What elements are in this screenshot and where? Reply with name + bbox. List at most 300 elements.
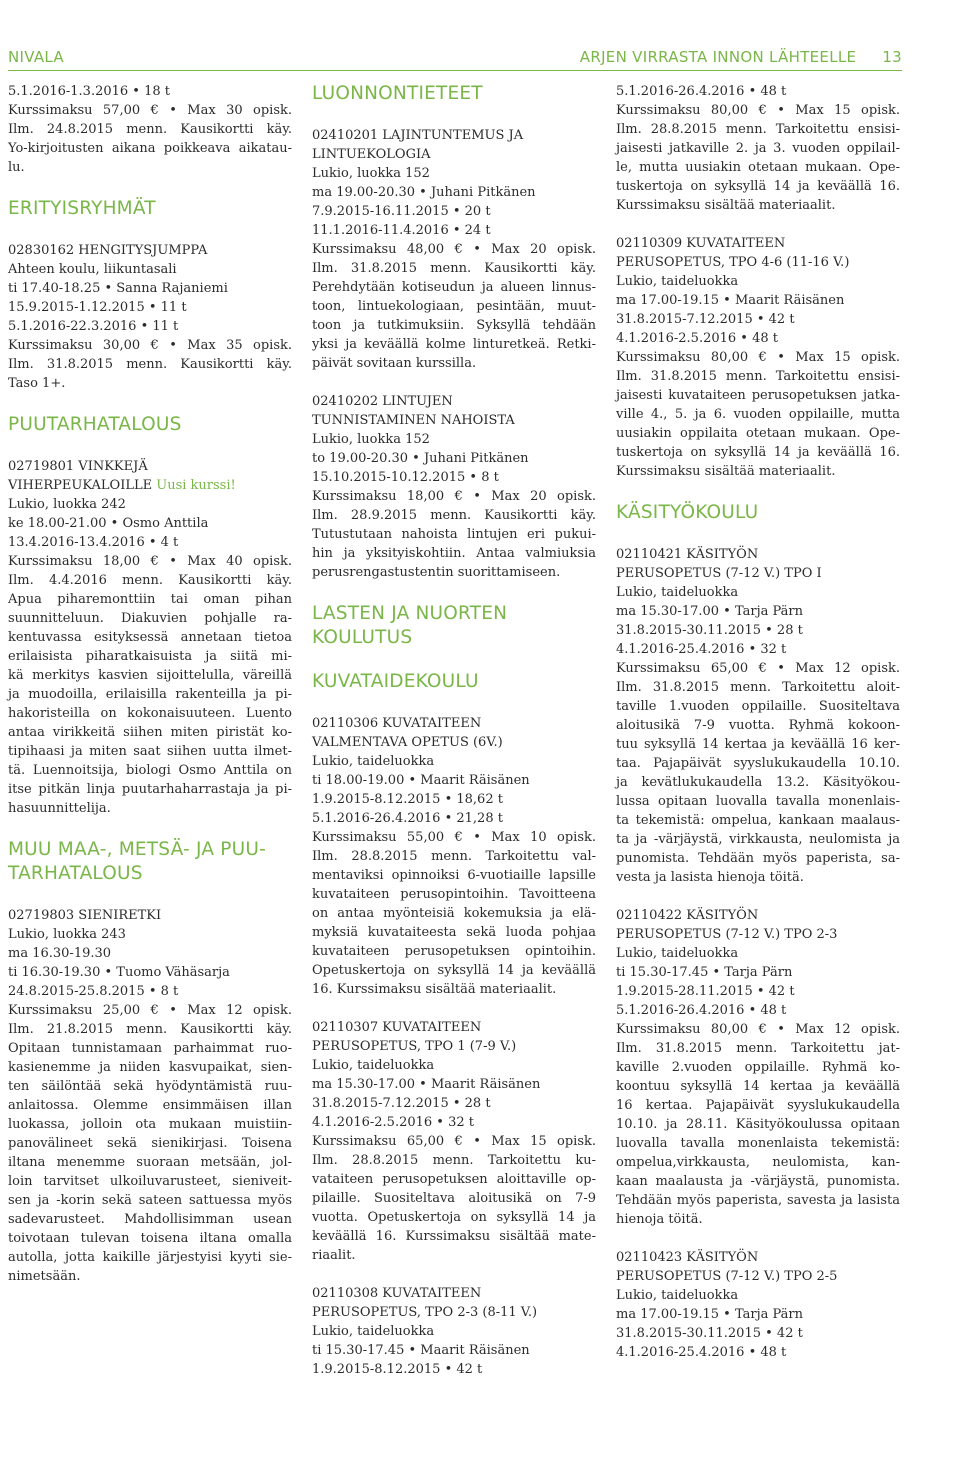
line-text: Ilm. 31.8.2015 menn. Kausikortti käy. (312, 261, 596, 276)
spacer (616, 215, 900, 234)
text-line (8, 355, 292, 374)
page-number: 13 (882, 48, 902, 66)
line-text: 02110422 KÄSITYÖN (616, 908, 759, 923)
text-line (616, 545, 900, 564)
text-line (8, 723, 292, 742)
text-line (312, 1113, 596, 1132)
spacer (616, 887, 900, 906)
text-line (312, 809, 596, 828)
line-text: PERUSOPETUS, TPO 2-3 (8-11 V.) (312, 1305, 538, 1320)
text-line (8, 1077, 292, 1096)
text-line (616, 158, 900, 177)
line-text: Kurssimaksu 65,00 € • Max 12 opisk. (616, 661, 900, 676)
text-line (312, 980, 596, 999)
text-line (312, 411, 596, 430)
text-line (312, 1322, 596, 1341)
text-line (312, 487, 596, 506)
column-3 (616, 82, 900, 1362)
line-text: hin ja yksityiskohtiin. Antaa valmiuksia (312, 546, 596, 561)
text-line (616, 868, 900, 887)
text-line (8, 1172, 292, 1191)
line-text: autolla, jotta kaikille järjestyisi kyyti sie- (8, 1250, 292, 1265)
text-line (312, 714, 596, 733)
text-line (312, 278, 596, 297)
line-text: luokassa, jolloin ota mukaan muistiin- (8, 1117, 292, 1132)
line-text: Lukio, taideluokka (616, 1288, 739, 1303)
line-text: Apua piharemonttiin tai oman pihan (8, 592, 292, 607)
line-text: Kurssimaksu 80,00 € • Max 15 opisk. (616, 350, 900, 365)
line-text: 02110308 KUVATAITEEN (312, 1286, 482, 1301)
text-line (8, 571, 292, 590)
line-text: Taso 1+. (8, 376, 66, 391)
text-line (312, 316, 596, 335)
line-text: myksiä kuvataiteesta sekä luoda pohjaa (312, 925, 596, 940)
text-line (8, 298, 292, 317)
text-line (8, 685, 292, 704)
text-line (616, 811, 900, 830)
line-text: mentaviksi opinnoiksi 6-vuotiaille lapsille (312, 868, 596, 883)
line-text: 5.1.2016-1.3.2016 • 18 t (8, 84, 171, 99)
text-line (8, 628, 292, 647)
line-text: sadevarusteet. Mahdollisimman usean (8, 1212, 292, 1227)
text-line (616, 963, 900, 982)
text-line (616, 348, 900, 367)
line-text: taville 1.vuoden oppilaille. Suositeltava (616, 699, 900, 714)
text-line (312, 866, 596, 885)
text-line (616, 367, 900, 386)
line-text: VALMENTAVA OPETUS (6V.) (312, 735, 503, 750)
line-text: 02719803 SIENIRETKI (8, 908, 162, 923)
text-line (312, 221, 596, 240)
line-text: 24.8.2015-25.8.2015 • 8 t (8, 984, 179, 999)
line-text: koontuu syksyllä 14 kertaa ja keväällä (616, 1079, 900, 1094)
line-text: le, mutta uusiakin otetaan mukaan. Ope- (616, 160, 900, 175)
text-line (312, 335, 596, 354)
text-line (312, 1208, 596, 1227)
spacer (616, 481, 900, 501)
text-line (312, 1037, 596, 1056)
text-line (616, 678, 900, 697)
line-text: ma 15.30-17.00 • Tarja Pärn (616, 604, 804, 619)
line-text: Opetuskertoja on syksyllä 14 ja keväällä (312, 963, 596, 978)
text-line (8, 1096, 292, 1115)
text-line (616, 462, 900, 481)
text-line (8, 476, 292, 495)
line-text: Lukio, luokka 152 (312, 432, 430, 447)
text-line (616, 925, 900, 944)
line-text: Kurssimaksu 55,00 € • Max 10 opisk. (312, 830, 596, 845)
line-text: tipihaasi ja miten saat siihen uutta ilmet- (8, 744, 292, 759)
line-text: anlaitossa. Olemme ensimmäisen illan (8, 1098, 292, 1113)
line-text: kuvataiteen perusopetuksen opintoihin. (312, 944, 596, 959)
line-text: Opitaan tunnistamaan parhaimmat ruo- (8, 1041, 292, 1056)
text-line (616, 735, 900, 754)
line-text: keväällä 16. Kurssimaksu sisältää mate- (312, 1229, 596, 1244)
text-line (616, 906, 900, 925)
line-text: ta tekemistä: ompelua, kankaan maalaus- (616, 813, 900, 828)
text-line (8, 1058, 292, 1077)
text-line (8, 1210, 292, 1229)
line-text: 4.1.2016-2.5.2016 • 32 t (312, 1115, 475, 1130)
page-header (8, 44, 902, 71)
text-line (8, 1001, 292, 1020)
text-line (8, 944, 292, 963)
text-line (312, 790, 596, 809)
line-text: luovalla tavalla monenlaista tekemistä: (616, 1136, 900, 1151)
text-line (616, 773, 900, 792)
text-line (312, 1151, 596, 1170)
text-line (8, 590, 292, 609)
text-line (8, 982, 292, 1001)
line-text: ja muodoilla, erilaisilla rakenteilla ja pi- (8, 687, 292, 702)
text-line (312, 563, 596, 582)
text-line (8, 609, 292, 628)
text-line (312, 145, 596, 164)
text-line (616, 1058, 900, 1077)
line-text: hasuunnittelija. (8, 801, 111, 816)
line-text: PERUSOPETUS, TPO 4-6 (11-16 V.) (616, 255, 850, 270)
spacer (312, 373, 596, 392)
line-text: vataiteen perusopetuksen aloittaville op- (312, 1172, 596, 1187)
line-text: Kurssimaksu 80,00 € • Max 15 opisk. (616, 103, 900, 118)
line-text: TUNNISTAMINEN NAHOISTA (312, 413, 515, 428)
line-text: toon, lintuekologiaan, pesintään, muut- (312, 299, 596, 314)
line-text: Ilm. 31.8.2015 menn. Tarkoitettu ensisi- (616, 369, 900, 384)
text-line (8, 780, 292, 799)
text-line (312, 942, 596, 961)
line-text: tuskertoja on syksyllä 14 ja keväällä 16. (616, 179, 900, 194)
line-text: Ilm. 31.8.2015 menn. Tarkoitettu jat- (616, 1041, 900, 1056)
line-text: Kurssimaksu sisältää materiaalit. (616, 464, 836, 479)
text-line (616, 982, 900, 1001)
text-line (616, 849, 900, 868)
text-line (8, 1134, 292, 1153)
text-line (312, 1360, 596, 1379)
line-text: ma 17.00-19.15 • Maarit Räisänen (616, 293, 845, 308)
text-line (8, 139, 292, 158)
text-line (312, 544, 596, 563)
line-text: 15.9.2015-1.12.2015 • 11 t (8, 300, 187, 315)
text-line (8, 906, 292, 925)
text-line (312, 183, 596, 202)
text-line (616, 1153, 900, 1172)
text-line (616, 602, 900, 621)
line-text: 31.8.2015-7.12.2015 • 28 t (312, 1096, 491, 1111)
line-text: kaville 2.vuoden oppilaille. Ryhmä ko- (616, 1060, 900, 1075)
line-text: Lukio, taideluokka (312, 754, 435, 769)
text-line (312, 923, 596, 942)
line-text: ti 18.00-19.00 • Maarit Räisänen (312, 773, 530, 788)
text-line (8, 1115, 292, 1134)
header-publication-title (580, 48, 902, 66)
text-line (312, 885, 596, 904)
line-text: uusiakin oppilaita otetaan mukaan. Ope- (616, 426, 900, 441)
section-heading: ERITYISRYHMÄT (8, 198, 156, 219)
text-line (312, 202, 596, 221)
text-line (312, 164, 596, 183)
spacer (8, 818, 292, 838)
line-text: Lukio, taideluokka (616, 585, 739, 600)
spacer (616, 525, 900, 545)
line-text: Lukio, luokka 152 (312, 166, 430, 181)
spacer (312, 1265, 596, 1284)
line-text: jaisesti kuvataiteen perusopetuksen jatka- (616, 388, 900, 403)
new-course-badge: Uusi kurssi! (156, 478, 236, 493)
text-line (8, 742, 292, 761)
text-line (312, 1132, 596, 1151)
line-text: 1.9.2015-8.12.2015 • 42 t (312, 1362, 483, 1377)
line-text: PERUSOPETUS (7-12 V.) TPO I (616, 566, 822, 581)
line-text: ma 19.00-20.30 • Juhani Pitkänen (312, 185, 536, 200)
line-text: 16. Kurssimaksu sisältää materiaalit. (312, 982, 557, 997)
line-text: suunnitteluun. Diakuvien pohjalle ra- (8, 611, 292, 626)
line-text: 15.10.2015-10.12.2015 • 8 t (312, 470, 499, 485)
line-text: ma 15.30-17.00 • Maarit Räisänen (312, 1077, 541, 1092)
text-line (8, 495, 292, 514)
line-text: toon ja tutkimuksiin. Syksyllä tehdään (312, 318, 596, 333)
text-line (616, 1267, 900, 1286)
text-line (616, 1115, 900, 1134)
text-line (8, 82, 292, 101)
line-text: 1.9.2015-8.12.2015 • 18,62 t (312, 792, 503, 807)
text-line (312, 297, 596, 316)
line-text: Kurssimaksu 18,00 € • Max 40 opisk. (8, 554, 292, 569)
line-text: Perehdytään kotiseudun ja alueen linnus- (312, 280, 596, 295)
text-line (8, 158, 292, 177)
text-line (616, 120, 900, 139)
column-2 (312, 82, 596, 1379)
section-heading: KÄSITYÖKOULU (616, 502, 759, 523)
line-text: Ilm. 28.8.2015 menn. Tarkoitettu val- (312, 849, 596, 864)
text-line (8, 1020, 292, 1039)
text-line (312, 733, 596, 752)
text-line (8, 799, 292, 818)
text-line (8, 260, 292, 279)
line-text: Ilm. 28.8.2015 menn. Tarkoitettu ensisi- (616, 122, 900, 137)
line-text: ti 15.30-17.45 • Maarit Räisänen (312, 1343, 530, 1358)
line-text: to 19.00-20.30 • Juhani Pitkänen (312, 451, 529, 466)
text-line (8, 963, 292, 982)
section-heading: KUVATAIDEKOULU (312, 671, 479, 692)
line-text: kuvataiteen perusopintoihin. Tavoitteena (312, 887, 596, 902)
section-heading: LUONNONTIETEET (312, 83, 483, 104)
text-line (616, 196, 900, 215)
line-text: PERUSOPETUS (7-12 V.) TPO 2-5 (616, 1269, 838, 1284)
text-line (616, 1096, 900, 1115)
line-text: Lukio, luokka 242 (8, 497, 126, 512)
line-text: punomista. Tehdään myös paperista, sa- (616, 851, 900, 866)
text-line (312, 1227, 596, 1246)
text-line (312, 525, 596, 544)
line-text: ja kevätlukukaudella 13.2. Käsityökou- (616, 775, 900, 790)
text-line (616, 792, 900, 811)
text-line (8, 1039, 292, 1058)
line-text: 4.1.2016-25.4.2016 • 32 t (616, 642, 787, 657)
line-text: perusrengastustentin suorittamiseen. (312, 565, 561, 580)
text-line (312, 1246, 596, 1265)
line-text: tä. Luennoitsija, biologi Osmo Anttila on (8, 763, 292, 778)
line-text: kentuvassa esityksessä annetaan tietoa (8, 630, 292, 645)
text-line (616, 386, 900, 405)
text-line (312, 430, 596, 449)
line-text: 5.1.2016-26.4.2016 • 48 t (616, 1003, 787, 1018)
line-text: taa. Pajapäivät syyslukukaudella 10.10. (616, 756, 900, 771)
text-line (8, 1267, 292, 1286)
text-line (616, 101, 900, 120)
line-text: on antaa myönteisiä kokemuksia ja elä- (312, 906, 596, 921)
text-line (616, 177, 900, 196)
text-line (616, 1020, 900, 1039)
text-line (616, 272, 900, 291)
line-text: PERUSOPETUS (7-12 V.) TPO 2-3 (616, 927, 838, 942)
line-text: Lukio, taideluokka (312, 1058, 435, 1073)
text-line (312, 1056, 596, 1075)
line-text: lussa opitaan luovalla tavalla monenlais- (616, 794, 900, 809)
line-text: ville 4., 5. ja 6. vuoden oppilaille, mutta (616, 407, 900, 422)
spacer (312, 999, 596, 1018)
line-text: iltana menemme suoraan metsään, jol- (8, 1155, 292, 1170)
text-line (8, 533, 292, 552)
line-text: 4.1.2016-25.4.2016 • 48 t (616, 1345, 787, 1360)
line-text: Tehdään myös paperista, savesta ja lasista (616, 1193, 900, 1208)
column-1 (8, 82, 292, 1286)
section-heading: PUUTARHATALOUS (8, 414, 182, 435)
text-line (616, 1191, 900, 1210)
text-line (312, 449, 596, 468)
text-line (8, 457, 292, 476)
text-line (312, 1284, 596, 1303)
text-line (616, 329, 900, 348)
spacer (312, 106, 596, 126)
line-text: panovälineet sekä sienikirjasi. Toisena (8, 1136, 292, 1151)
line-text: tuu syksyllä 14 kertaa ja keväällä 16 ker- (616, 737, 900, 752)
line-text: ti 17.40-18.25 • Sanna Rajaniemi (8, 281, 228, 296)
text-line (8, 1248, 292, 1267)
text-line (616, 716, 900, 735)
text-line (616, 1134, 900, 1153)
line-text: 16 kertaa. Pajapäivät syyslukukaudella (616, 1098, 900, 1113)
line-text: Lukio, taideluokka (312, 1324, 435, 1339)
line-text: Tutustutaan nahoista lintujen eri pukui- (312, 527, 596, 542)
text-line (616, 405, 900, 424)
spacer (8, 886, 292, 906)
text-line (8, 336, 292, 355)
text-line (312, 1075, 596, 1094)
text-line (616, 1172, 900, 1191)
text-line (312, 1018, 596, 1037)
line-text: lu. (8, 160, 25, 175)
text-line (312, 240, 596, 259)
text-line (616, 424, 900, 443)
line-text: ompelua,virkkausta, neulomista, kan- (616, 1155, 900, 1170)
text-line (312, 468, 596, 487)
line-text: ma 16.30-19.30 (8, 946, 112, 961)
text-line (312, 126, 596, 145)
text-line (312, 961, 596, 980)
line-text: Kurssimaksu 18,00 € • Max 20 opisk. (312, 489, 596, 504)
line-text: päivät sovitaan kurssilla. (312, 356, 477, 371)
line-text: yksi ja keväällä kolme linturetkeä. Retki- (312, 337, 596, 352)
line-text: 7.9.2015-16.11.2015 • 20 t (312, 204, 491, 219)
line-text: vesta ja lasista hienoja töitä. (616, 870, 804, 885)
line-text: Lukio, luokka 243 (8, 927, 126, 942)
line-text: LINTUEKOLOGIA (312, 147, 431, 162)
line-text: VIHERPEUKALOILLE (8, 478, 153, 493)
text-line (8, 514, 292, 533)
text-line (312, 259, 596, 278)
line-text: Ilm. 28.8.2015 menn. Tarkoitettu ku- (312, 1153, 596, 1168)
spacer (8, 437, 292, 457)
line-text: Kurssimaksu 57,00 € • Max 30 opisk. (8, 103, 292, 118)
line-text: jaisesti jatkaville 2. ja 3. vuoden oppilail- (616, 141, 900, 156)
line-text: Ilm. 24.8.2015 menn. Kausikortti käy. (8, 122, 292, 137)
text-line (312, 1303, 596, 1322)
text-line (8, 279, 292, 298)
line-text: kasienemme ja niiden kasvupaikat, sien- (8, 1060, 292, 1075)
text-line (8, 761, 292, 780)
line-text: loin tarvitset ulkoiluvarusteet, sieniveit- (8, 1174, 292, 1189)
line-text: 02110309 KUVATAITEEN (616, 236, 786, 251)
line-text: 02110306 KUVATAITEEN (312, 716, 482, 731)
text-line (8, 666, 292, 685)
line-text: 02410201 LAJINTUNTEMUS JA (312, 128, 524, 143)
line-text: 02719801 VINKKEJÄ (8, 459, 148, 474)
text-line (616, 1077, 900, 1096)
text-line (312, 1189, 596, 1208)
text-line (616, 564, 900, 583)
text-line (616, 291, 900, 310)
line-text: nimetsään. (8, 1269, 81, 1284)
text-line (312, 771, 596, 790)
spacer (616, 1229, 900, 1248)
text-line (8, 374, 292, 393)
text-line (8, 1153, 292, 1172)
text-line (8, 317, 292, 336)
text-line (616, 1210, 900, 1229)
text-line (616, 1324, 900, 1343)
text-line (312, 506, 596, 525)
text-line (616, 944, 900, 963)
line-text: hakoristeilla on kokonaisuuteen. Luento (8, 706, 292, 721)
text-line (616, 1039, 900, 1058)
section-heading: KOULUTUS (312, 627, 413, 648)
line-text: Kurssimaksu 80,00 € • Max 12 opisk. (616, 1022, 900, 1037)
text-line (616, 1343, 900, 1362)
line-text: PERUSOPETUS, TPO 1 (7-9 V.) (312, 1039, 517, 1054)
line-text: vuotta. Opetuskertoja on syksyllä 14 ja (312, 1210, 596, 1225)
text-line (616, 253, 900, 272)
line-text: 5.1.2016-22.3.2016 • 11 t (8, 319, 179, 334)
line-text: erilaisista piharatkaisuista ja siitä mi- (8, 649, 292, 664)
text-line (8, 925, 292, 944)
text-line (616, 1305, 900, 1324)
text-line (312, 1170, 596, 1189)
line-text: hienoja töitä. (616, 1212, 703, 1227)
line-text: riaalit. (312, 1248, 356, 1263)
text-line (8, 704, 292, 723)
text-line (8, 241, 292, 260)
line-text: 1.9.2015-28.11.2015 • 42 t (616, 984, 795, 999)
line-text: 02110307 KUVATAITEEN (312, 1020, 482, 1035)
text-line (616, 1248, 900, 1267)
line-text: Kurssimaksu 48,00 € • Max 20 opisk. (312, 242, 596, 257)
line-text: Lukio, taideluokka (616, 946, 739, 961)
header-title-text: ARJEN VIRRASTA INNON LÄHTEELLE (579, 48, 857, 66)
line-text: toivotaan tulevan toisena iltana omalla (8, 1231, 292, 1246)
section-heading: MUU MAA-, METSÄ- JA PUU- (8, 839, 266, 860)
text-line (616, 659, 900, 678)
spacer (8, 221, 292, 241)
